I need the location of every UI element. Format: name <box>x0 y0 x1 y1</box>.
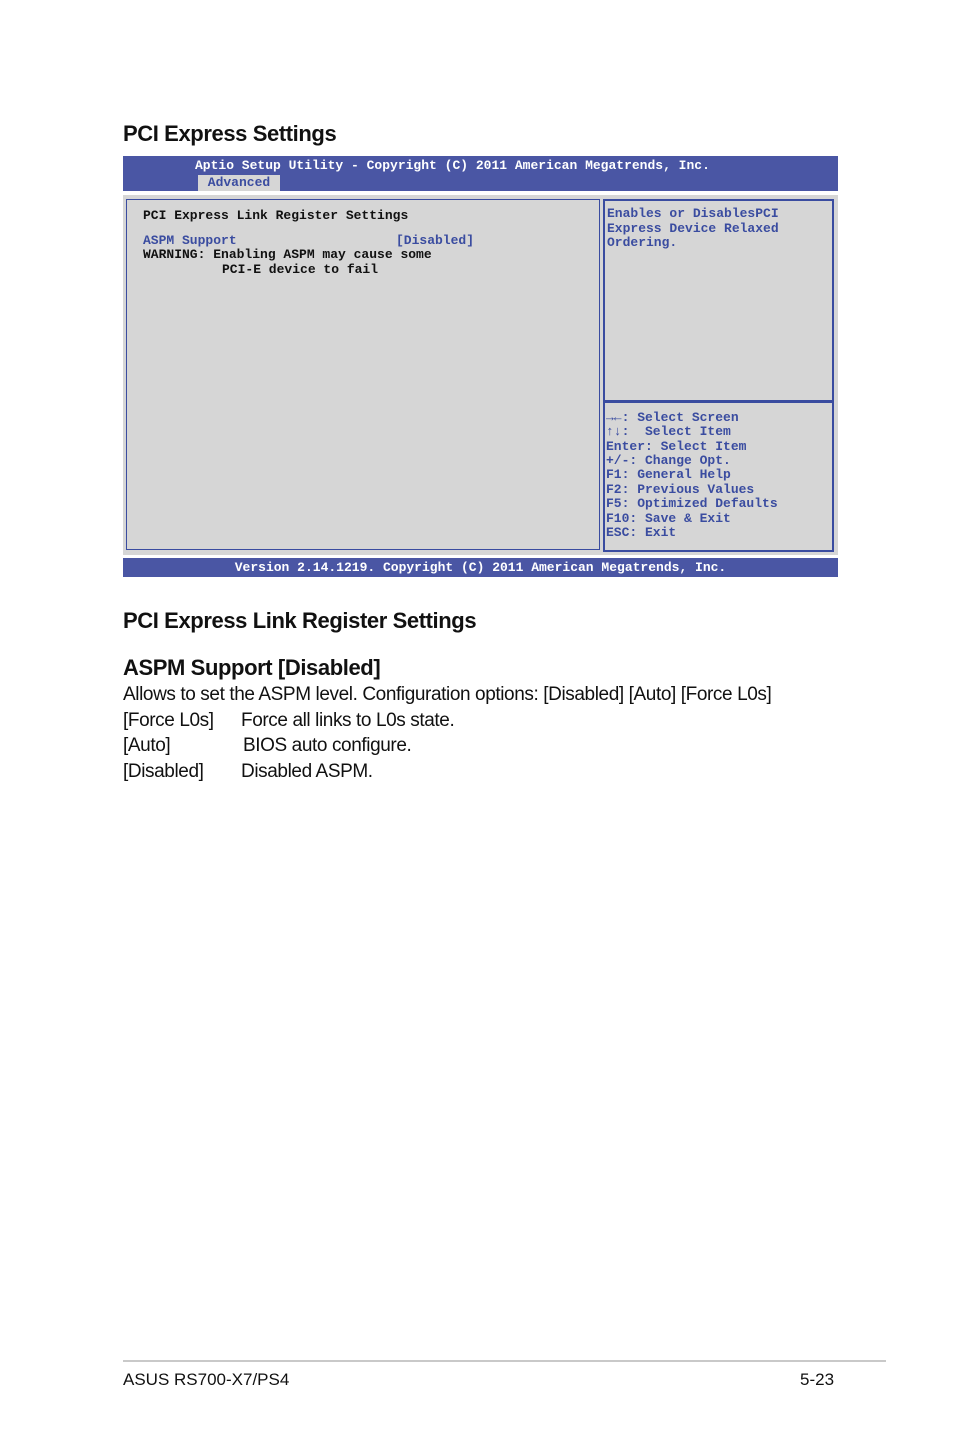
bios-header <box>123 156 838 191</box>
warning-line-1: WARNING: Enabling ASPM may cause some <box>143 247 432 262</box>
settings-section-title: PCI Express Link Register Settings <box>143 208 409 223</box>
section-heading-pci-express-settings: PCI Express Settings <box>123 121 337 146</box>
key-change-opt: +/-: Change Opt. <box>606 453 731 468</box>
footer-product: ASUS RS700-X7/PS4 <box>123 1370 290 1389</box>
key-esc: ESC: Exit <box>606 525 677 540</box>
help-pane <box>603 199 834 403</box>
option-desc-disabled: Disabled ASPM. <box>241 761 373 782</box>
option-term-auto: [Auto] <box>123 735 171 756</box>
help-line: Express Device Relaxed <box>607 221 779 236</box>
key-f2: F2: Previous Values <box>606 482 755 497</box>
aspm-description: Allows to set the ASPM level. Configuration options: [Disabled] [Auto] [Force L0s] <box>123 684 772 705</box>
option-term-force-l0s: [Force L0s] <box>123 710 214 731</box>
help-line: Enables or DisablesPCI <box>607 206 779 221</box>
section-heading-link-register: PCI Express Link Register Settings <box>123 608 477 633</box>
bios-body <box>123 195 838 555</box>
aspm-support-item[interactable]: ASPM Support <box>143 233 237 248</box>
section-heading-aspm-support: ASPM Support [Disabled] <box>123 655 381 680</box>
key-f10: F10: Save & Exit <box>606 511 731 526</box>
aspm-support-value[interactable]: [Disabled] <box>396 233 475 248</box>
key-select-item: ↑↓: Select Item <box>606 424 731 439</box>
key-legend-pane <box>603 400 834 552</box>
bios-footer: Version 2.14.1219. Copyright (C) 2011 American Megatrends, Inc. <box>123 558 838 577</box>
bios-screen <box>123 156 838 577</box>
key-f1: F1: General Help <box>606 467 731 482</box>
option-term-disabled: [Disabled] <box>123 761 204 782</box>
settings-pane <box>126 199 600 550</box>
footer-page-number: 5-23 <box>800 1370 835 1389</box>
key-select-screen: →←: Select Screen <box>606 410 739 425</box>
option-desc-force-l0s: Force all links to L0s state. <box>241 710 455 731</box>
option-desc-auto: BIOS auto configure. <box>243 735 412 756</box>
tab-advanced[interactable]: Advanced <box>198 175 280 191</box>
footer-divider <box>123 1360 886 1362</box>
warning-line-2: PCI-E device to fail <box>222 262 379 277</box>
help-line: Ordering. <box>607 235 678 250</box>
bios-title: Aptio Setup Utility - Copyright (C) 2011 American Megatrends, Inc. <box>195 158 710 173</box>
key-enter: Enter: Select Item <box>606 439 747 454</box>
key-f5: F5: Optimized Defaults <box>606 496 778 511</box>
